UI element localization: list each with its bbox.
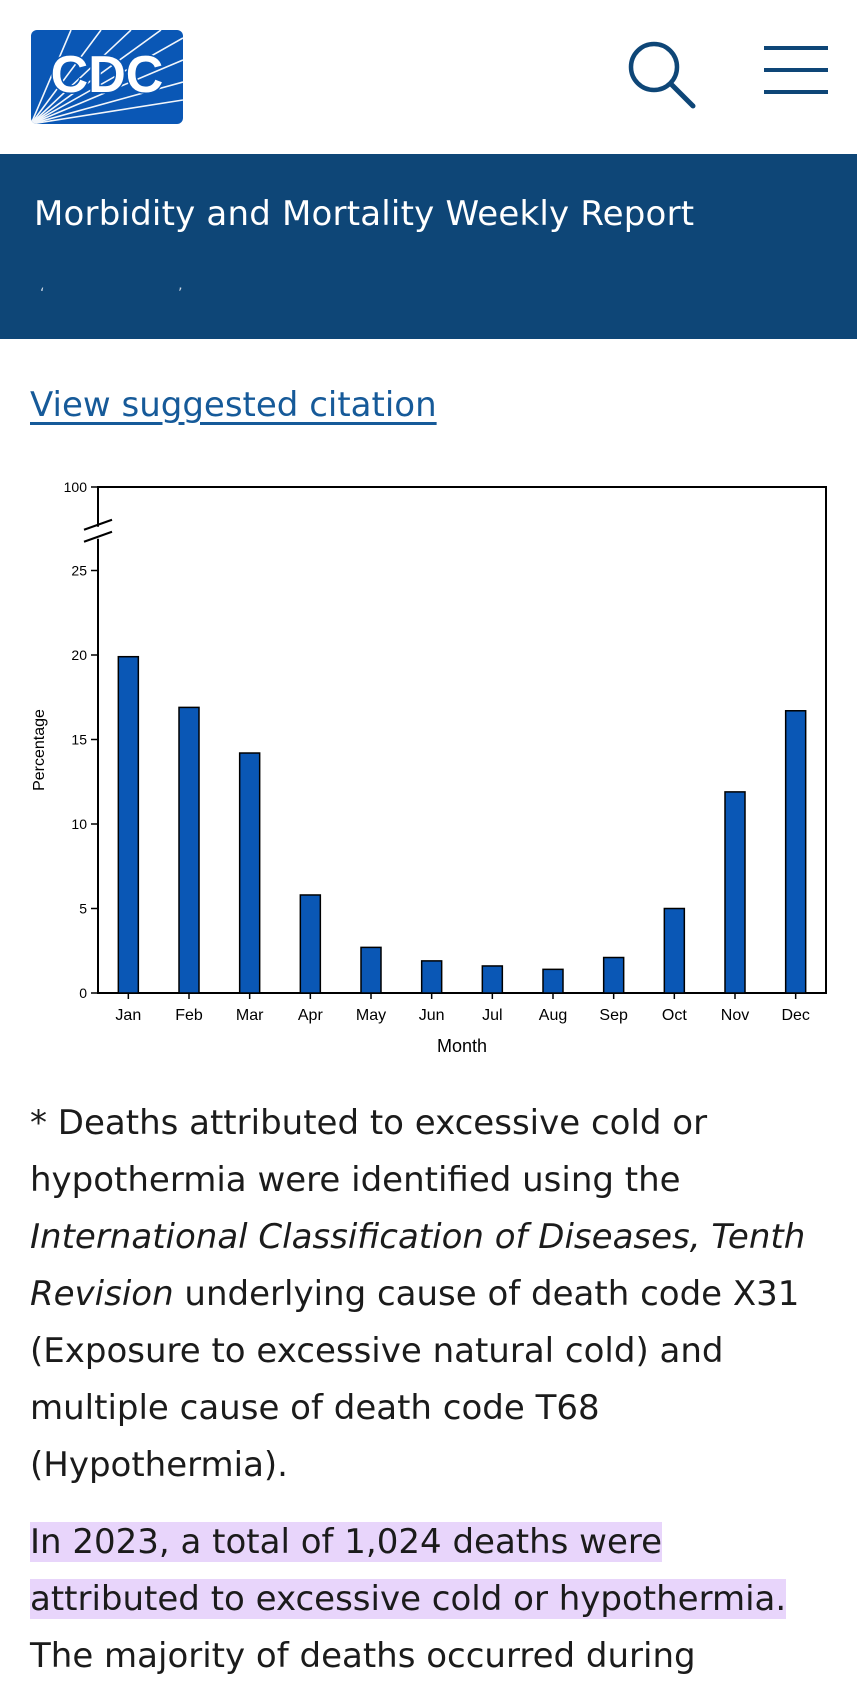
footnote-icd-title: International Classification of Diseases, Tenth Revision <box>30 1217 806 1314</box>
bar-oct <box>664 909 684 994</box>
x-tick-label: Mar <box>235 1007 264 1024</box>
y-tick-label: 5 <box>79 900 87 917</box>
x-tick-label: Jan <box>115 1007 142 1024</box>
bar-jul <box>482 966 502 993</box>
x-tick-label: Oct <box>661 1007 687 1024</box>
bar-dec <box>786 711 806 993</box>
bar-may <box>361 947 381 993</box>
bar-sep <box>604 958 624 993</box>
y-tick-label: 0 <box>79 985 87 1001</box>
y-tick-label: 15 <box>71 731 87 748</box>
summary-paragraph <box>30 1514 830 1685</box>
footnote-rest: underlying cause of death code X31 (Exposure to excessive natural cold) and multiple cause of death code T68 (Hypothermia). <box>30 1274 800 1485</box>
monthly-deaths-chart <box>28 470 840 1070</box>
bar-apr <box>300 895 320 993</box>
bar-jun <box>422 961 442 993</box>
highlighted-text[interactable]: In 2023, a total of 1,024 deaths were attributed to excessive cold or hypothermia. <box>30 1522 787 1619</box>
y-tick-label: 100 <box>63 479 87 495</box>
search-icon <box>625 38 697 110</box>
plot-frame <box>98 487 826 993</box>
bar-chart <box>28 470 840 1070</box>
search-button[interactable] <box>625 38 697 110</box>
y-axis-label: Percentage <box>31 709 48 791</box>
bar-feb <box>179 707 199 993</box>
x-tick-label: Sep <box>599 1007 628 1024</box>
logo-text: CDC <box>50 46 164 104</box>
x-axis-label: Month <box>436 1036 488 1056</box>
paragraph-rest: The majority of deaths occurred during <box>30 1636 696 1676</box>
y-tick-label: 10 <box>71 816 87 832</box>
bar-nov <box>725 792 745 993</box>
bar-aug <box>543 969 563 993</box>
x-tick-label: Nov <box>720 1007 750 1024</box>
x-tick-label: Dec <box>781 1007 810 1024</box>
x-tick-label: Apr <box>297 1007 323 1024</box>
bar-jan <box>118 657 138 993</box>
report-title: Morbidity and Mortality Weekly Report <box>34 194 695 234</box>
x-tick-label: Jul <box>482 1007 503 1024</box>
site-header <box>0 0 857 154</box>
menu-button[interactable] <box>762 44 830 100</box>
cdc-logo[interactable] <box>31 30 183 124</box>
report-banner: Morbidity and Mortality Weekly Report ‘ ’ <box>0 154 857 339</box>
x-tick-label: Feb <box>175 1007 203 1024</box>
chart-footnote <box>30 1095 830 1494</box>
bar-mar <box>240 753 260 993</box>
y-tick-label: 25 <box>71 562 87 579</box>
x-tick-label: Aug <box>538 1007 568 1024</box>
footnote-lead: * Deaths attributed to excessive cold or hypothermia were identified using the <box>30 1103 708 1200</box>
article-body <box>30 1095 830 1685</box>
hamburger-menu-icon <box>762 44 830 100</box>
cdc-logo-graphic <box>31 30 183 124</box>
x-tick-label: May <box>355 1007 387 1024</box>
view-citation-link[interactable]: View suggested citation <box>30 385 437 425</box>
y-tick-label: 20 <box>71 647 87 663</box>
x-tick-label: Jun <box>418 1007 445 1024</box>
